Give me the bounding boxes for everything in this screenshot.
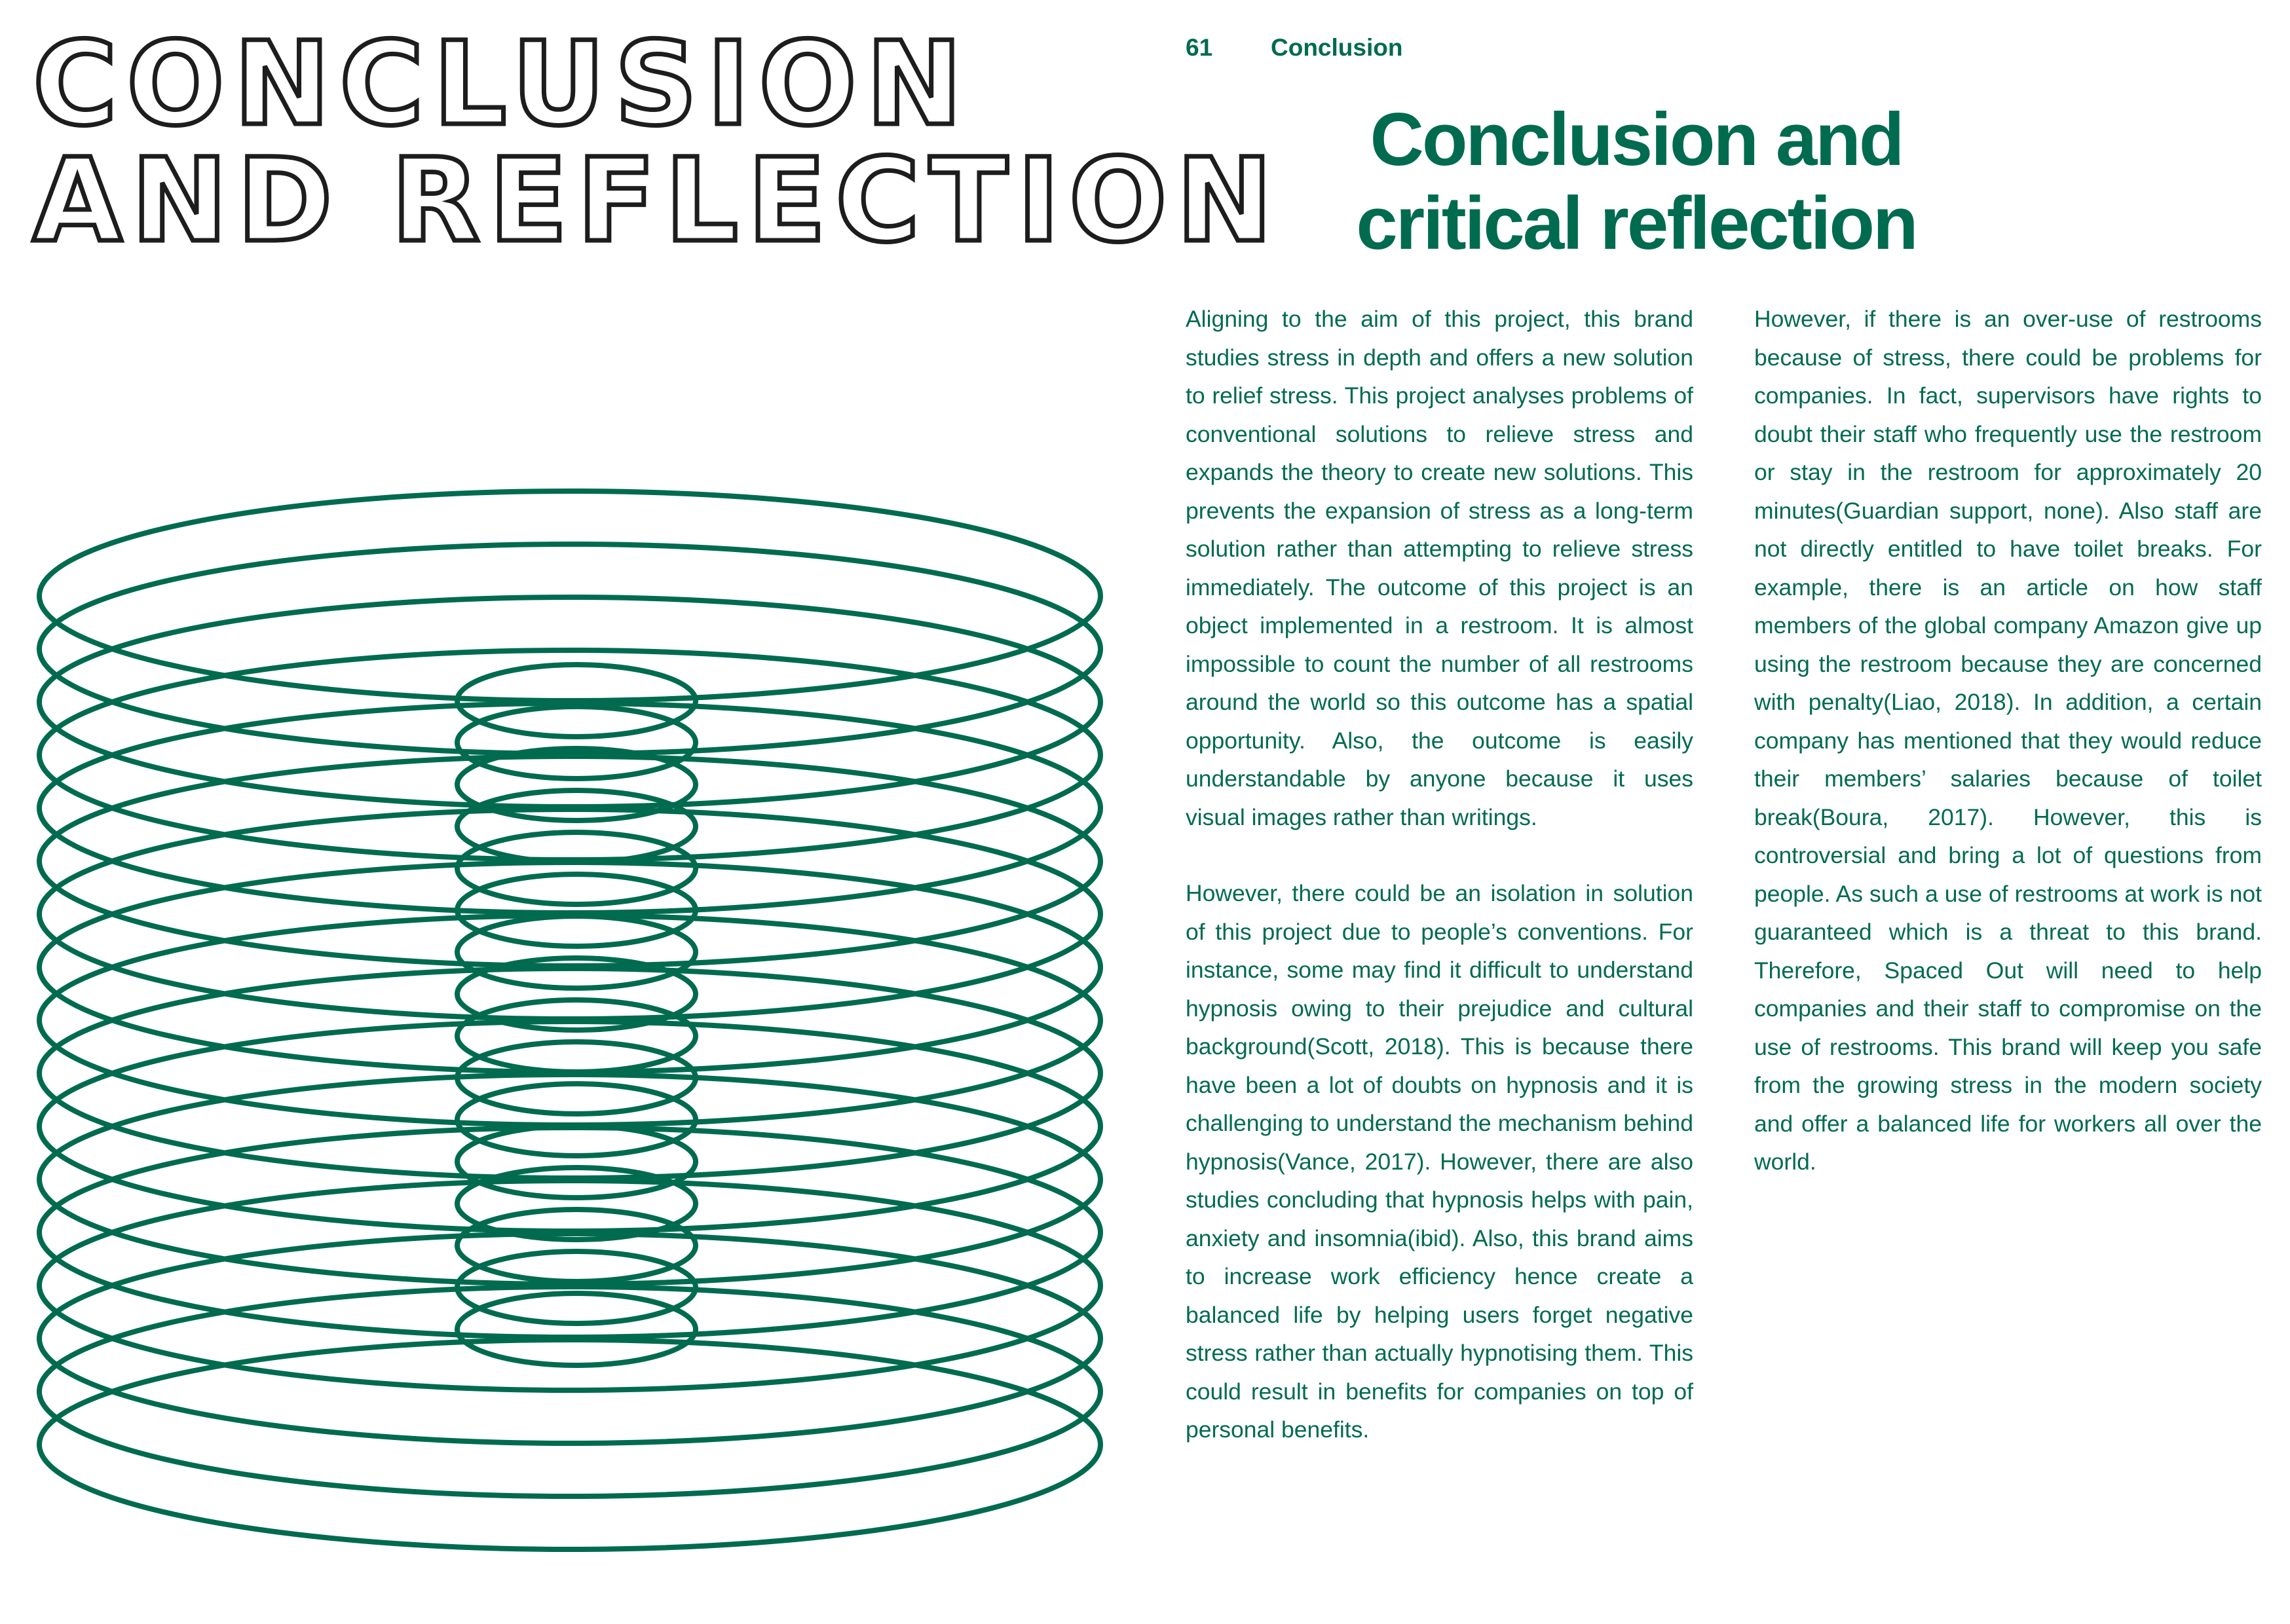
body-column-2 (1754, 300, 2262, 1219)
inner-ring (457, 832, 696, 904)
page-heading (1243, 98, 2029, 266)
body-column-1 (1186, 300, 1693, 1487)
display-title-line-1: CONCLUSION (33, 17, 972, 151)
section-label: Conclusion (1271, 34, 1403, 61)
inner-ring (457, 1084, 696, 1156)
paragraph: Aligning to the aim of this project, this brand studies stress in depth and offers a new solution to relief stress. This project analyses problems of conventional solutions to relieve stress and expands the theory to create new solutions. This prevents the expansion of stress as a long-term solution rather than attempting to relieve stress immediately. The outcome of this project is an object implemented in a restroom. It is almost impossible to count the number of all restrooms around the world so this outcome has a spatial opportunity. Also, the outcome is easily understandable by anyone because it uses visual images rather than writings. (1186, 306, 1693, 830)
inner-ring (457, 1209, 696, 1282)
paragraph: However, there could be an isolation in solution of this project due to people’s conventions. For instance, some may find it difficult to understand hypnosis owing to their prejudice and cultural background(Scott, 2018). This is because there have been a lot of doubts on hypnosis and it is challenging to understand the mechanism behind hypnosis(Vance, 2017). However, there are also studies concluding that hypnosis helps with pain, anxiety and insomnia(ibid). Also, this brand aims to increase work efficiency hence create a balanced life by helping users forget negative stress rather than actually hypnotising them. This could result in benefits for companies on top of personal benefits. (1186, 880, 1693, 1443)
page-number: 61 (1186, 34, 1213, 61)
running-head (1186, 34, 1402, 62)
inner-ring (457, 1126, 696, 1198)
right-page (1145, 0, 2290, 1624)
heading-line-1: Conclusion and (1370, 98, 1903, 181)
inner-ring (457, 790, 696, 862)
inner-ring (457, 1293, 696, 1365)
paragraph: However, if there is an over-use of restrooms because of stress, there could be problems for companies. In fact, supervisors have rights to doubt their staff who frequently use the restroom or stay in the restroom for approximately 20 minutes(Guardian support, none). Also staff are not directly entitled to have toilet breaks. For example, there is an article on how staff members of the global company Amazon give up using the restroom because they are concerned with penalty(Liao, 2018). In addition, a certain company has mentioned that they would reduce their members’ salaries because of toilet break(Boura, 2017). However, this is controversial and bring a lot of questions from people. As such a use of restrooms at work is not guaranteed which is a threat to this brand. Therefore, Spaced Out will need to help companies and their staff to compromise on the use of restrooms. This brand will keep you safe from the growing stress in the modern society and offer a balanced life for workers all over the world. (1754, 306, 2262, 1175)
inner-ring (457, 1000, 696, 1072)
inner-ring (457, 916, 696, 988)
heading-line-2: critical reflection (1356, 182, 1917, 265)
spiral-coil-graphic (26, 485, 1114, 1598)
display-title-line-2: AND REFLECTION (33, 134, 1282, 268)
inner-ring (457, 707, 696, 779)
